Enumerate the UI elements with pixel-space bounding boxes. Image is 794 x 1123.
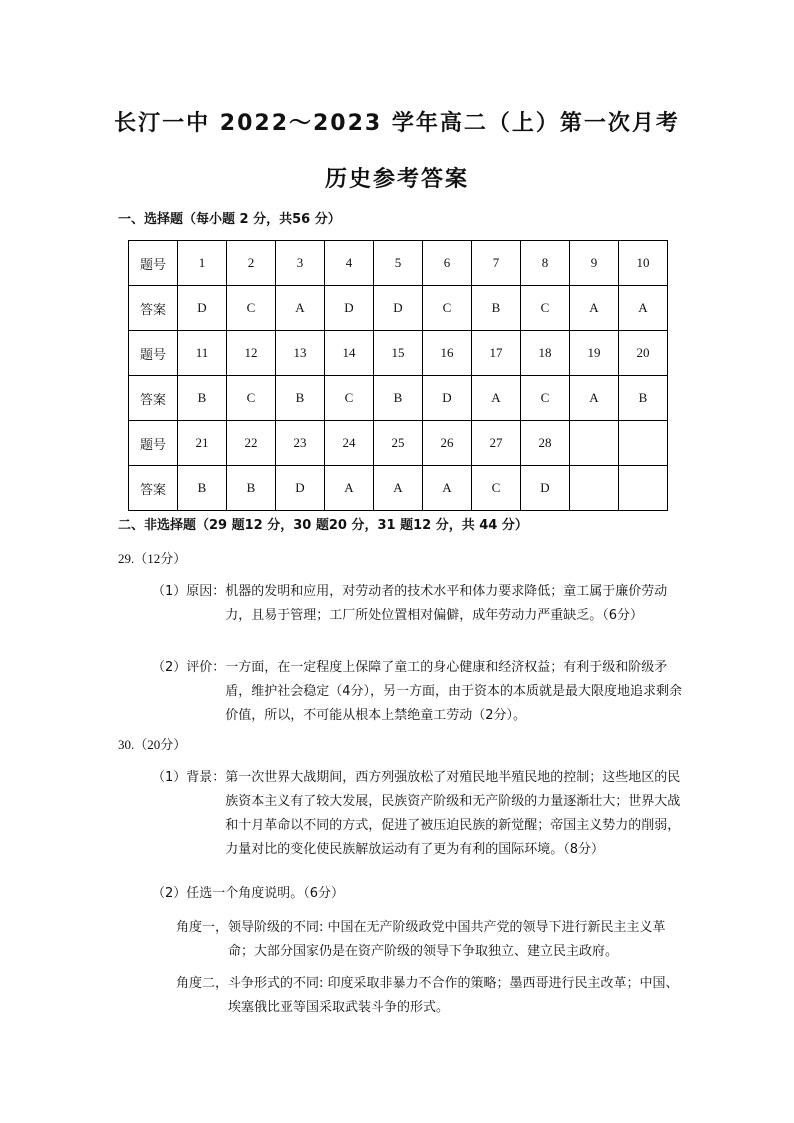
q29-heading: 29.（12分） (118, 551, 187, 566)
table-row-label: 题号 (129, 331, 178, 376)
q29-part2-label: （2）评价： (152, 660, 226, 675)
table-cell: C (472, 466, 521, 511)
table-cell: A (374, 466, 423, 511)
q30-angle2 (176, 972, 688, 1020)
table-cell: B (227, 466, 276, 511)
table-cell: 24 (325, 421, 374, 466)
table-row (129, 286, 668, 331)
q29-part2 (152, 656, 687, 728)
table-cell: A (472, 376, 521, 421)
q29-part1-label: （1）原因： (152, 584, 226, 599)
table-row (129, 376, 668, 421)
table-cell: A (570, 376, 619, 421)
table-row-label: 题号 (129, 421, 178, 466)
table-cell: 17 (472, 331, 521, 376)
table-cell: B (178, 376, 227, 421)
table-cell: 9 (570, 241, 619, 286)
table-cell: A (276, 286, 325, 331)
table-cell: 27 (472, 421, 521, 466)
table-cell: B (276, 376, 325, 421)
table-cell: B (619, 376, 668, 421)
table-cell: B (472, 286, 521, 331)
table-cell: 2 (227, 241, 276, 286)
table-cell: D (178, 286, 227, 331)
table-cell: 4 (325, 241, 374, 286)
table-cell: 15 (374, 331, 423, 376)
table-cell: C (521, 376, 570, 421)
table-cell: A (619, 286, 668, 331)
table-cell: D (374, 286, 423, 331)
table-cell: D (521, 466, 570, 511)
q30-part1-label: （1）背景： (152, 770, 226, 785)
table-cell: 26 (423, 421, 472, 466)
table-cell (570, 421, 619, 466)
table-row (129, 241, 668, 286)
table-cell: 23 (276, 421, 325, 466)
table-cell: A (570, 286, 619, 331)
q30-part1-text: 第一次世界大战期间，西方列强放松了对殖民地半殖民地的控制；这些地区的民族资本主义有了较大发展，民族资产阶级和无产阶级的力量逐渐壮大；世界大战和十月革命以不同的方式，促进了被压迫民族的新觉醒；帝国主义势力的削弱，力量对比的变化使民族解放运动有了更为有利的国际环境。（8分） (225, 770, 681, 857)
table-cell: C (227, 286, 276, 331)
table-row (129, 421, 668, 466)
table-cell: 13 (276, 331, 325, 376)
q30-angle1-text: 领导阶级的不同: 中国在无产阶级政党中国共产党的领导下进行新民主主义革命；大部分国家仍是在资产阶级的领导下争取独立、建立民主政府。 (228, 920, 666, 959)
table-row-label: 答案 (129, 286, 178, 331)
q30-part2: （2）任选一个角度说明。（6分） (152, 886, 345, 901)
table-cell (570, 466, 619, 511)
table-cell: 25 (374, 421, 423, 466)
table-cell: C (325, 376, 374, 421)
table-cell: C (521, 286, 570, 331)
table-cell: A (325, 466, 374, 511)
q29-part1-text: 机器的发明和应用，对劳动者的技术水平和体力要求降低；童工属于廉价劳动力，且易于管理；工厂所处位置相对偏僻，成年劳动力严重缺乏。（6分） (225, 584, 668, 623)
table-cell: 14 (325, 331, 374, 376)
q30-angle1 (176, 916, 688, 964)
table-cell: 5 (374, 241, 423, 286)
section-choice-heading: 一、选择题（每小题 2 分，共56 分） (118, 212, 341, 227)
table-cell: 10 (619, 241, 668, 286)
table-cell: B (178, 466, 227, 511)
table-cell (619, 466, 668, 511)
table-cell: 19 (570, 331, 619, 376)
table-cell (619, 421, 668, 466)
q30-part1 (152, 766, 687, 862)
q29-part1 (152, 580, 687, 628)
q30-angle2-label: 角度二， (176, 976, 229, 991)
table-cell: 11 (178, 331, 227, 376)
table-cell: 21 (178, 421, 227, 466)
table-row-label: 题号 (129, 241, 178, 286)
table-cell: 8 (521, 241, 570, 286)
table-cell: 16 (423, 331, 472, 376)
section-essay-heading: 二、非选择题（29 题12 分，30 题20 分，31 题12 分，共 44 分） (118, 518, 528, 533)
table-cell: 12 (227, 331, 276, 376)
table-row-label: 答案 (129, 376, 178, 421)
page-title: 长汀一中 2022～2023 学年高二（上）第一次月考 (114, 111, 680, 136)
table-cell: D (325, 286, 374, 331)
table-row (129, 466, 668, 511)
table-cell: D (423, 376, 472, 421)
table-cell: 1 (178, 241, 227, 286)
table-cell: D (276, 466, 325, 511)
table-cell: 22 (227, 421, 276, 466)
table-row (129, 331, 668, 376)
answer-table (128, 240, 668, 511)
table-cell: 6 (423, 241, 472, 286)
table-cell: 28 (521, 421, 570, 466)
page-subtitle: 历史参考答案 (324, 167, 469, 192)
table-cell: B (374, 376, 423, 421)
q30-angle2-text: 斗争形式的不同: 印度采取非暴力不合作的策略；墨西哥进行民主改革；中国、埃塞俄比亚等国采取武装斗争的形式。 (228, 976, 679, 1015)
table-cell: C (423, 286, 472, 331)
table-cell: 18 (521, 331, 570, 376)
q30-angle1-label: 角度一， (176, 920, 229, 935)
table-cell: 3 (276, 241, 325, 286)
table-cell: C (227, 376, 276, 421)
table-cell: A (423, 466, 472, 511)
table-cell: 7 (472, 241, 521, 286)
table-cell: 20 (619, 331, 668, 376)
q30-heading: 30.（20分） (118, 737, 187, 752)
q29-part2-text: 一方面，在一定程度上保障了童工的身心健康和经济权益；有利于级和阶级矛盾，维护社会稳定（4分），另一方面，由于资本的本质就是最大限度地追求剩余价值，所以，不可能从根本上禁绝童工劳动（2分）。 (225, 660, 683, 723)
table-row-label: 答案 (129, 466, 178, 511)
